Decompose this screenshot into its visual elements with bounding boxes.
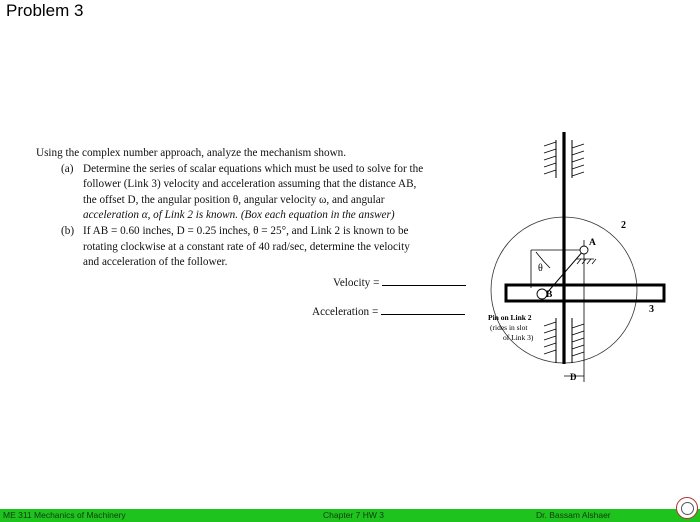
part-a-label: (a) [61, 162, 74, 175]
part-b [36, 224, 481, 271]
footer-chapter: Chapter 7 HW 3 [323, 510, 384, 520]
pin-note-line3: of Link 3) [503, 333, 534, 342]
pivot-a [580, 246, 588, 254]
acceleration-blank [381, 303, 465, 315]
part-b-line: If AB = 0.60 inches, D = 0.25 inches, θ = 25°, and Link 2 is known to be [83, 224, 409, 237]
footer-course: ME 311 Mechanics of Machinery [3, 510, 126, 520]
part-a-line: follower (Link 3) velocity and acceleration assuming that the distance AB, [83, 178, 417, 191]
footer-author: Dr. Bassam Alshaer [536, 510, 611, 520]
link3-slot-bar [506, 285, 664, 301]
velocity-answer [333, 274, 466, 289]
part-b-line: and acceleration of the follower. [83, 256, 228, 269]
label-b: B [546, 290, 553, 300]
pin-note-line1: Pin on Link 2 [488, 313, 532, 322]
label-theta: θ [538, 263, 543, 274]
problem-statement [36, 146, 481, 271]
part-b-label: (b) [61, 224, 75, 237]
problem-intro: Using the complex number approach, analyze the mechanism shown. [36, 147, 347, 159]
part-a-line: the offset D, the angular position θ, angular velocity ω, and angular [83, 193, 385, 206]
velocity-label: Velocity = [333, 277, 380, 289]
acceleration-label: Acceleration = [312, 306, 379, 318]
label-a: A [589, 238, 596, 248]
label-link3: 3 [649, 304, 654, 315]
label-link2: 2 [621, 220, 626, 231]
ground-hatch-pivot [576, 259, 596, 264]
slide-title: Problem 3 [6, 1, 84, 20]
part-a-line: acceleration α, of Link 2 is known. (Box each equation in the answer) [83, 209, 395, 222]
part-a-line: Determine the series of scalar equations which must be used to solve for the [83, 162, 424, 175]
label-d: D [570, 372, 577, 382]
acceleration-answer [312, 303, 465, 318]
velocity-blank [382, 274, 466, 286]
mechanism-diagram [484, 128, 684, 388]
part-a [36, 162, 481, 224]
university-seal-icon [676, 497, 698, 519]
pin-note-line2: (rides in slot [490, 323, 528, 332]
part-b-line: rotating clockwise at a constant rate of 40 rad/sec, determine the velocity [83, 240, 410, 253]
footer-bar [0, 509, 700, 522]
